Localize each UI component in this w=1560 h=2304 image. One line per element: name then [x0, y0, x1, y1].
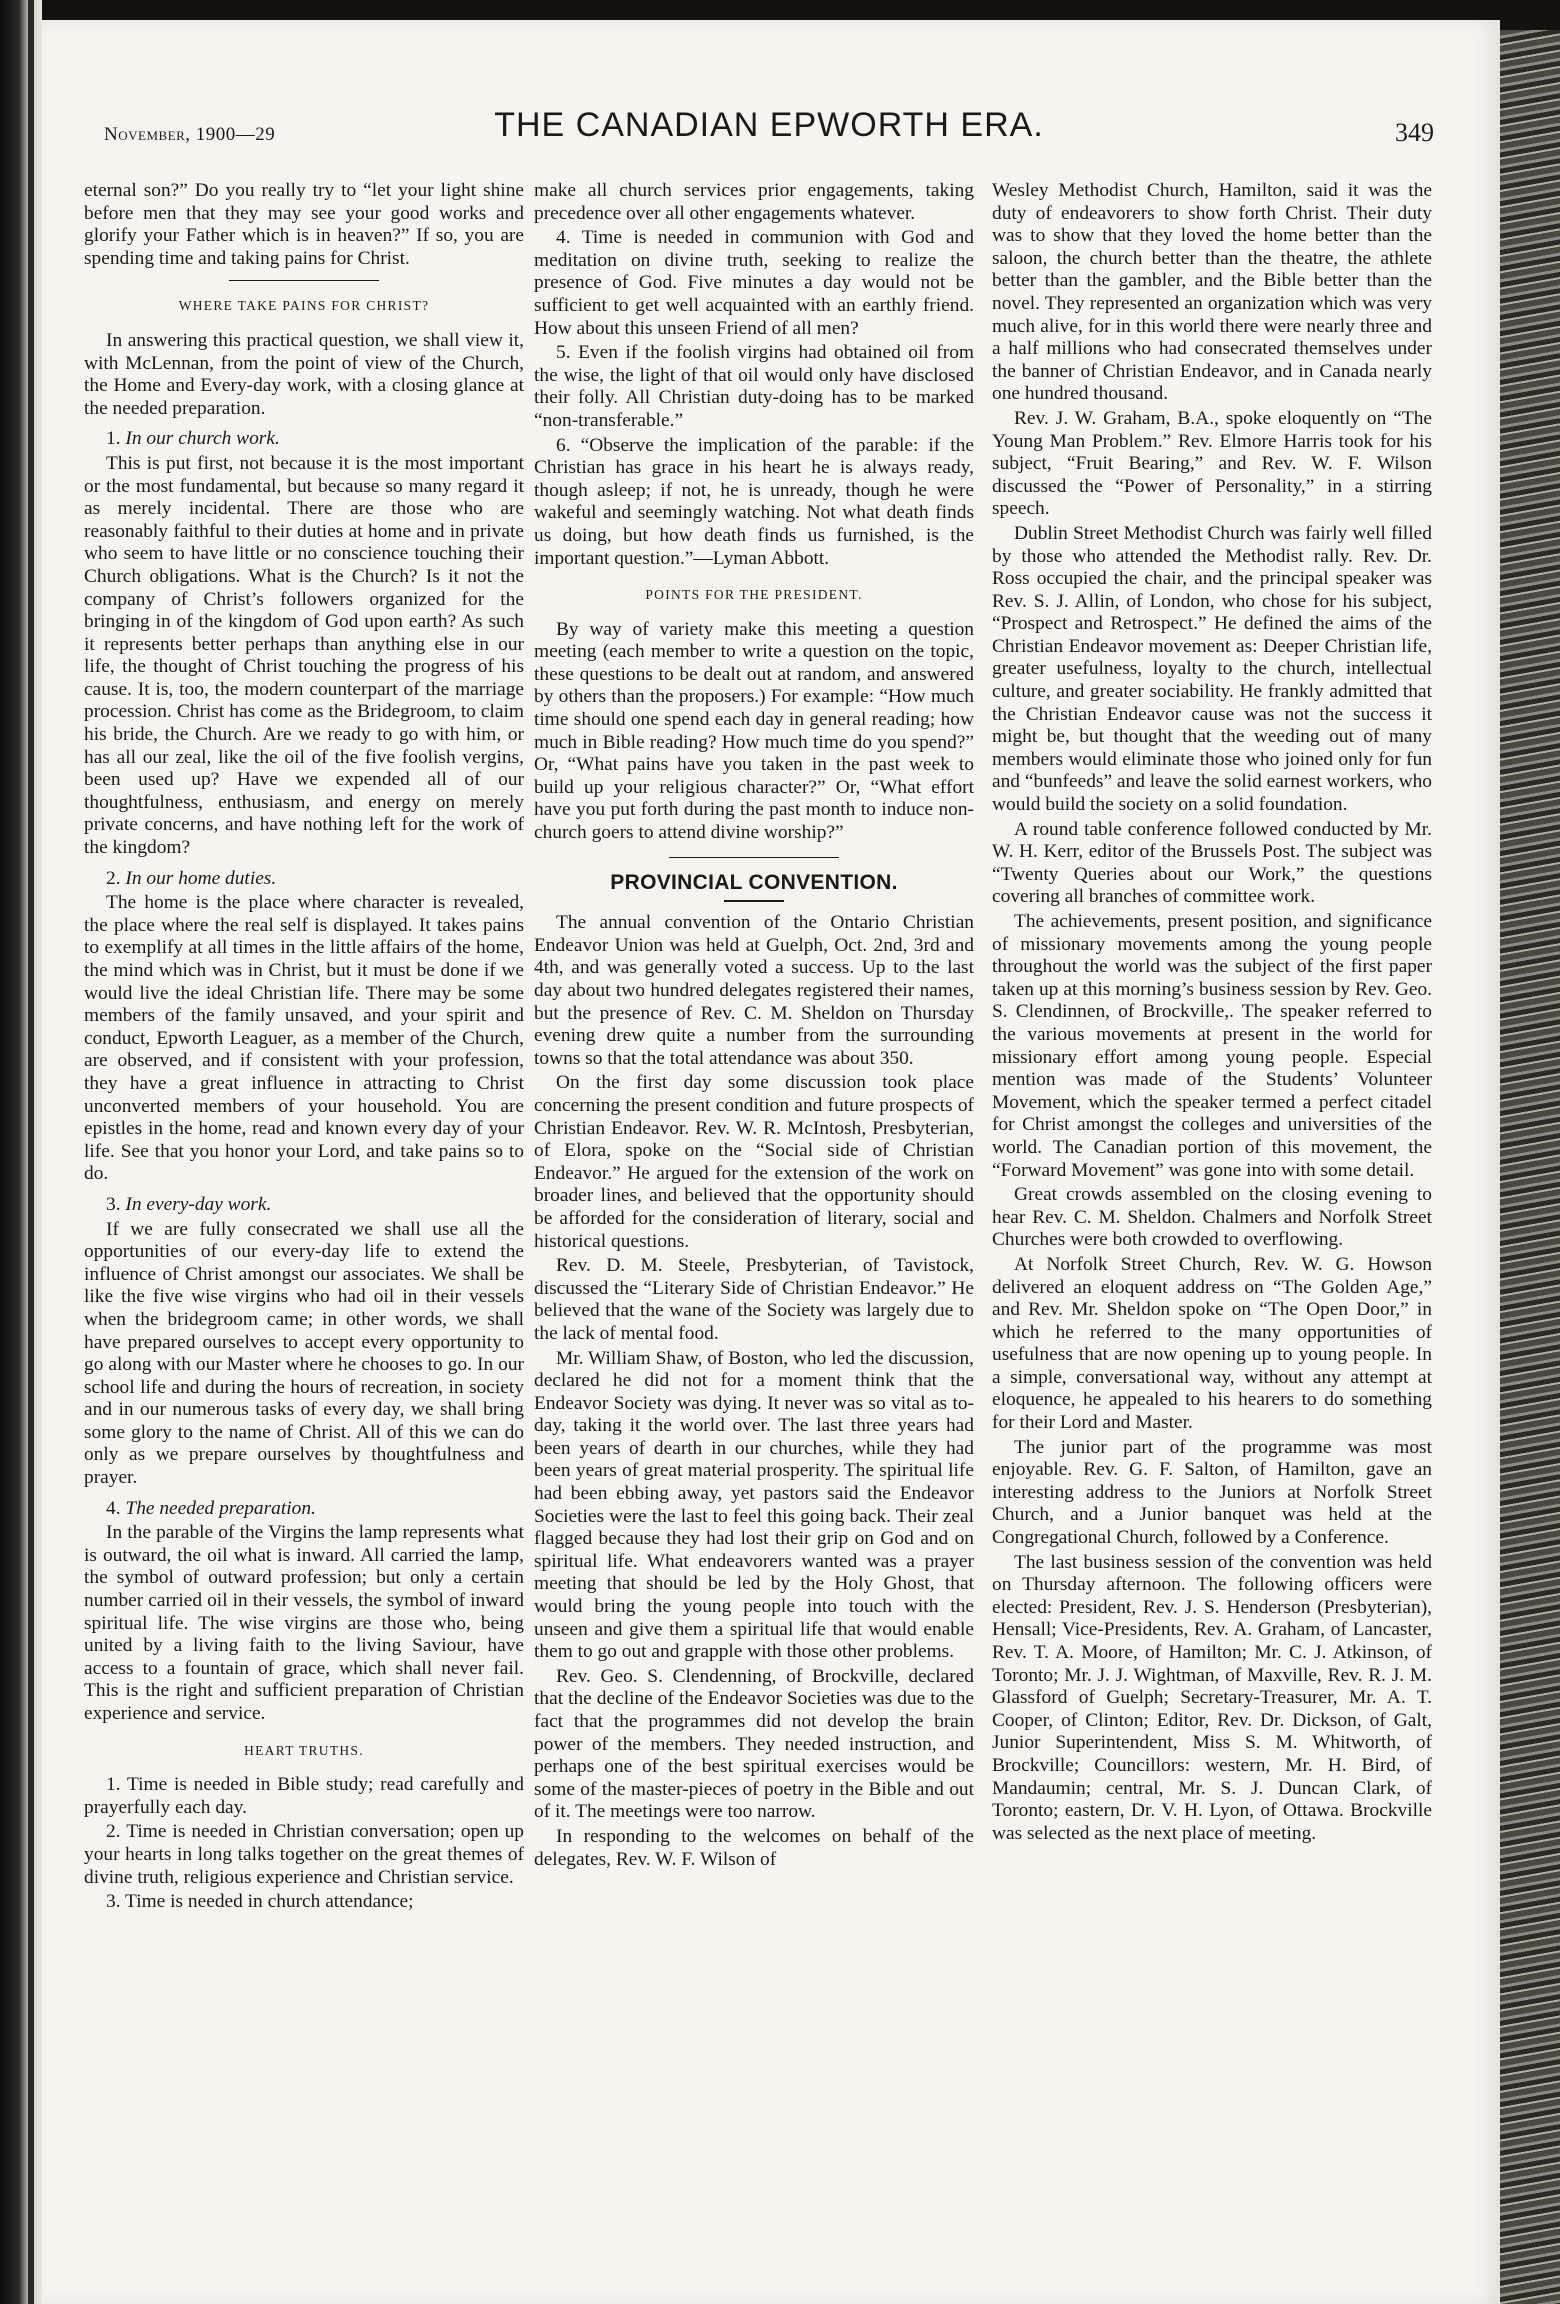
numbered-heading [84, 1194, 524, 1217]
list-item: 5. Even if the foolish virgins had obtained oil from the wise, the light of that oil would only have disclosed their folly. All Christian duty-doing has to be marked “non-transferable.” [534, 342, 974, 431]
paragraph: eternal son?” Do you really try to “let your light shine before men that they may see your good works and glorify your Father which is in heaven?” If so, you are spending time and taking pains for Christ. [84, 180, 524, 269]
section-divider [669, 857, 839, 858]
paragraph: The home is the place where character is revealed, the place where the real self is displayed. It takes pains to exemplify at all times in the little affairs of the home, the mind which was in Christ, but it must be done if we would live the ideal Christian life. There may be some members of the family unsaved, and your spirit and conduct, Epworth Leaguer, as a member of the Church, are observed, and if consistent with your profession, they have a great influence in attracting to Christ unconverted members of your household. You are epistles in the home, read and known every day of your life. See that you honor your Lord, and take pains so to do. [84, 892, 524, 1185]
list-item: 4. Time is needed in communion with God and meditation on divine truth, seeking to realize the presence of God. Five minutes a day would not be sufficient to get well acquainted with an earthly friend. How about this unseen Friend of all men? [534, 227, 974, 339]
list-item: 6. “Observe the implication of the parable: if the Christian has grace in his heart he is always ready, though asleep; if not, he is unready, though he were wakeful and seemingly watching. Not what death finds us doing, but how death finds us furnished, is the important question.”—Lyman Abbott. [534, 434, 974, 569]
paragraph: make all church services prior engagements, taking precedence over all other engagements whatever. [534, 180, 974, 224]
running-header [104, 102, 1434, 162]
paragraph: Great crowds assembled on the closing evening to hear Rev. C. M. Sheldon. Chalmers and Norfolk Street Churches were both crowded to overflowing. [992, 1184, 1432, 1251]
page-gutter-shadow [28, 0, 34, 2304]
list-item: 2. Time is needed in Christian conversation; open up your hearts in long talks together on the great themes of divine truth, religious experience and Christian service. [84, 1821, 524, 1888]
numbered-heading [84, 1498, 524, 1521]
paragraph: In answering this practical question, we shall view it, with McLennan, from the point of view of the Church, the Home and Every-day work, with a closing glance at the needed preparation. [84, 329, 524, 419]
paragraph: In the parable of the Virgins the lamp represents what is outward, the oil what is inward. All carried the lamp, the symbol of outward profession; but only a certain number carried oil in their vessels, the symbol of inward spiritual life. The wise virgins are those who, being united by a living faith to the living Saviour, have access to a fountain of grace, which shall never fail. This is the right and sufficient preparation of Christian experience and service. [84, 1522, 524, 1724]
paragraph: The achievements, present position, and significance of missionary movements among the young people throughout the world was the subject of the first paper taken up at this morning’s business session by Rev. Geo. S. Clendinnen, of Brockville,. The speaker referred to the various movements at present in the world for missionary effort among young people. Especial mention was made of the Students’ Volunteer Movement, which the speaker termed a perfect citadel for Christ amongst the colleges and universities of the world. The Canadian portion of this movement, the “Forward Movement” was gone into with some detail. [992, 911, 1432, 1181]
magazine-page [42, 20, 1500, 2304]
heading-number: 2. [106, 867, 121, 889]
book-binding-edge [1498, 30, 1560, 2304]
paragraph: Rev. J. W. Graham, B.A., spoke eloquently on “The Young Man Problem.” Rev. Elmore Harris took for his subject, “Fruit Bearing,” and Rev. W. F. Wilson discussed the “Power of Personality,” in a stirring speech. [992, 407, 1432, 520]
section-subheading: HEART TRUTHS. [244, 1742, 364, 1758]
paragraph: Dublin Street Methodist Church was fairly well filled by those who attended the Methodist rally. Rev. Dr. Ross occupied the chair, and the principal speaker was Rev. S. J. Allin, of London, who chose for his subject, “Prospect and Retrospect.” He defined the aims of the Christian Endeavor movement as: Deeper Christian life, greater usefulness, loyalty to the church, intellectual culture, and greater sociability. He frankly admitted that the Christian Endeavor cause was not the success it might be, but thought that the weeding out of many members would eliminate those who joined only for fun and “bunfeeds” and leave the solid earnest workers, who would build the society on a solid foundation. [992, 522, 1432, 816]
page-number: 349 [1395, 118, 1434, 147]
column-1 [84, 180, 524, 2280]
column-2 [534, 180, 974, 2280]
heading-number: 3. [106, 1193, 121, 1215]
paragraph: The junior part of the programme was most enjoyable. Rev. G. F. Salton, of Hamilton, gave an interesting address to the Juniors at Norfolk Street Church, and a Junior banquet was held at the Congregational Church, followed by a Conference. [992, 1436, 1432, 1549]
paragraph: This is put first, not because it is the most important or the most fundamental, but because so many regard it as merely incidental. There are those who are reasonably faithful to their duties at home and in private who seem to have little or no conscience touching their Church obligations. What is the Church? Is it not the company of Christ’s followers organized for the bringing in of the kingdom of God upon earth? As such it represents better perhaps than anything else in our life, the thought of Christ touching the progress of his cause. It is, too, the modern counterpart of the marriage procession. Christ has come as the Bridegroom, to claim his bride, the Church. Are we ready to go with him, or has all our zeal, like the oil of the five foolish vergins, been used up? Have we expended all of our thoughtfulness, enthusiasm, and energy on merely private concerns, and have nothing left for the work of the kingdom? [84, 452, 524, 859]
heading-text: In every-day work. [125, 1193, 272, 1215]
paragraph: Rev. Geo. S. Clendenning, of Brockville, declared that the decline of the Endeavor Societies was due to the fact that the programmes did not develop the brain power of the members. They needed instruction, and perhaps one of the best spiritual exercises would be some of the master-pieces of poetry in the Bible and out of it. The meetings were too narrow. [534, 1665, 974, 1823]
paragraph: A round table conference followed conducted by Mr. W. H. Kerr, editor of the Brussels Post. The subject was “Twenty Queries about our Work,” the questions covering all branches of committee work. [992, 818, 1432, 908]
paragraph: Mr. William Shaw, of Boston, who led the discussion, declared he did not for a moment think that the Endeavor Society was dying. It never was so vital as to-day, taking it the world over. The last three years had been years of dearth in our churches, while they had been years of great material prosperity. The spiritual life had been ebbing away, yet pastors said the Endeavor Societies were the last to feel this going back. Their zeal flagged because they had lost their grip on God and on spiritual life. What endeavorers wanted was a prayer meeting that should be led by the Holy Ghost, that would bring the young people into touch with the unseen and give them a spiritual life that would enable them to go out and grapple with those other problems. [534, 1347, 974, 1663]
article-title: PROVINCIAL CONVENTION. [610, 870, 898, 894]
heading-text: In our church work. [125, 428, 280, 450]
adjacent-page-edge [0, 0, 42, 2304]
heading-number: 1. [106, 428, 121, 450]
list-item: 3. Time is needed in church attendance; [106, 1891, 414, 1913]
heading-text: The needed preparation. [125, 1497, 316, 1519]
paragraph: The annual convention of the Ontario Christian Endeavor Union was held at Guelph, Oct. 2nd, 3rd and 4th, and was generally voted a success. Up to the last day about two hundred delegates registered their names, but the presence of Rev. C. M. Sheldon on Thursday evening drew quite a number from the surrounding towns so that the total attendance was about 350. [534, 912, 974, 1069]
section-subheading: POINTS FOR THE PRESIDENT. [645, 587, 863, 603]
numbered-heading [84, 428, 524, 451]
list-item: 1. Time is needed in Bible study; read carefully and prayerfully each day. [84, 1774, 524, 1818]
numbered-heading [84, 868, 524, 891]
paragraph: By way of variety make this meeting a question meeting (each member to write a question on the topic, these questions to be dealt out at random, and answered by others than the proposers.) For example: “How much time should one spend each day in general reading; how much in Bible reading? How much time do you spend?” Or, “What pains have you taken in the past week to build up your religious character?” Or, “What effort have you put forth during the past month to induce non-church goers to attend divine worship?” [534, 618, 974, 844]
divider [229, 280, 379, 281]
paragraph: If we are fully consecrated we shall use all the opportunities of our every-day life to extend the influence of Christ amongst our associates. We shall be like the five wise virgins who had oil in their vessels when the bridegroom came; in other words, we shall have prepared ourselves to accept every opportunity to go along with our Master where he chooses to go. In our school life and during the hours of recreation, in society and in our numerous tasks of every day, we shall bring some glory to the name of Christ. All of this we can do only as we prepare ourselves by thoughtfulness and prayer. [84, 1218, 524, 1489]
issue-date: November, 1900—29 [104, 124, 276, 145]
paragraph: The last business session of the convention was held on Thursday afternoon. The following officers were elected: President, Rev. J. S. Henderson (Presbyterian), Hensall; Vice-Presidents, Rev. A. Graham, of Lancaster, Rev. T. A. Moore, of Hamilton; Mr. C. J. Atkinson, of Toronto; Mr. J. J. Wightman, of Maxville, Rev. R. J. M. Glassford of Guelph; Secretary-Treasurer, Mr. A. T. Cooper, of Clinton; Editor, Rev. Dr. Dickson, of Galt, Junior Superintendent, Miss S. M. Whitworth, of Brockville; Councillors: western, Mr. H. Bird, of Mandaumin; central, Mr. S. J. Duncan Clark, of Toronto; eastern, Dr. V. H. Lyon, of Ottawa. Brockville was selected as the next place of meeting. [992, 1551, 1432, 1844]
heading-text: In our home duties. [125, 867, 277, 889]
paragraph: Rev. D. M. Steele, Presbyterian, of Tavistock, discussed the “Literary Side of Christian Endeavor.” He believed that the wane of the Society was largely due to the lack of mental food. [534, 1255, 974, 1344]
title-underline [724, 900, 784, 902]
heading-number: 4. [106, 1497, 121, 1519]
publication-title: THE CANADIAN EPWORTH ERA. [494, 106, 1044, 144]
column-3 [992, 180, 1432, 2280]
paragraph: At Norfolk Street Church, Rev. W. G. Howson delivered an eloquent address on “The Golden Age,” and Rev. Mr. Sheldon spoke on “The Open Door,” in which he referred to the many opportunities of usefulness that are now opening up to young people. In a simple, conversational way, without any attempt at eloquence, he appealed to his hearers to do something for their Lord and Master. [992, 1253, 1432, 1434]
paragraph: Wesley Methodist Church, Hamilton, said it was the duty of endeavorers to show forth Christ. Their duty was to show that they loved the home better than the saloon, the church better than the theatre, the athlete better than the gambler, and the Bible better than the novel. They represented an organization which was very much alive, for in this world there were nearly three and a half millions who had consecrated themselves under the banner of Christian Endeavor, and in Canada nearly one hundred thousand. [992, 180, 1432, 405]
section-subheading: WHERE TAKE PAINS FOR CHRIST? [178, 298, 430, 314]
paragraph: In responding to the welcomes on behalf of the delegates, Rev. W. F. Wilson of [534, 1825, 974, 1870]
paragraph: On the first day some discussion took place concerning the present condition and future prospects of Christian Endeavor. Rev. W. R. McIntosh, Presbyterian, of Elora, spoke on the “Social side of Christian Endeavor.” He argued for the extension of the work on broader lines, and believed that the opportunity should be afforded for the consideration of literary, social and historical questions. [534, 1072, 974, 1252]
